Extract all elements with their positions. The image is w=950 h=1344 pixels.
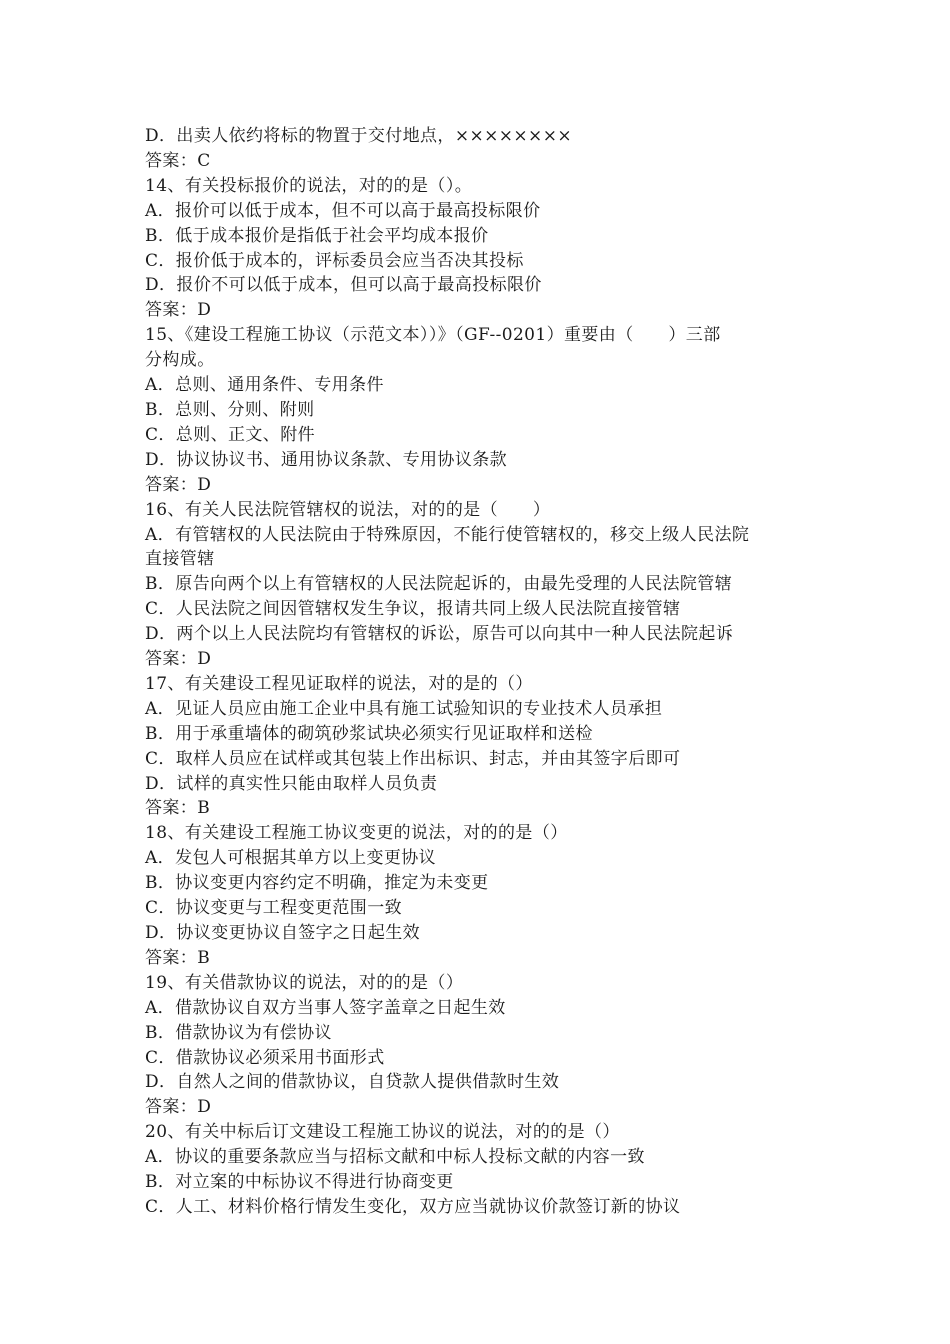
answer-line: 答案：D bbox=[145, 300, 212, 321]
question-19: 19、有关借款协议的说法，对的的是（） bbox=[145, 972, 464, 993]
option-d-line: D．试样的真实性只能由取样人员负责 bbox=[145, 773, 438, 794]
option-b-line: B．对立案的中标协议不得进行协商变更 bbox=[145, 1172, 454, 1193]
question-16: 16、有关人民法院管辖权的说法，对的的是（ ） bbox=[145, 499, 551, 520]
answer-line: 答案：D bbox=[145, 1097, 212, 1118]
option-a-line: A．见证人员应由施工企业中具有施工试验知识的专业技术人员承担 bbox=[145, 698, 663, 719]
option-b-line: B．总则、分则、附则 bbox=[145, 399, 315, 420]
option-c-line: C．取样人员应在试样或其包装上作出标识、封志，并由其签字后即可 bbox=[145, 748, 681, 769]
question-17: 17、有关建设工程见证取样的说法，对的是的（） bbox=[145, 673, 533, 694]
option-c-line: C．报价低于成本的，评标委员会应当否决其投标 bbox=[145, 250, 524, 271]
option-b-line: B．用于承重墙体的砌筑砂浆试块必须实行见证取样和送检 bbox=[145, 723, 593, 744]
question-14: 14、有关投标报价的说法，对的的是（）。 bbox=[145, 175, 473, 196]
option-d-line: D．自然人之间的借款协议，自贷款人提供借款时生效 bbox=[145, 1072, 560, 1093]
document-body bbox=[145, 124, 825, 1220]
option-a-line: A．有管辖权的人民法院由于特殊原因，不能行使管辖权的，移交上级人民法院 bbox=[145, 524, 750, 545]
question-15: 15、《建设工程施工协议（示范文本））》（GF--0201）重要由（ ）三部 bbox=[145, 325, 721, 346]
question-20: 20、有关中标后订文建设工程施工协议的说法，对的的是（） bbox=[145, 1122, 620, 1143]
option-a-line: A．协议的重要条款应当与招标文献和中标人投标文献的内容一致 bbox=[145, 1147, 645, 1168]
option-c-line: C．人工、材料价格行情发生变化，双方应当就协议价款签订新的协议 bbox=[145, 1196, 681, 1217]
option-b-line: B．协议变更内容约定不明确，推定为未变更 bbox=[145, 873, 489, 894]
option-a-line: A．发包人可根据其单方以上变更协议 bbox=[145, 848, 437, 869]
answer-line: 答案：B bbox=[145, 947, 211, 968]
answer-line: 答案：D bbox=[145, 649, 212, 670]
option-a-line: A．报价可以低于成本，但不可以高于最高投标限价 bbox=[145, 200, 541, 221]
option-b-line: B．原告向两个以上有管辖权的人民法院起诉的，由最先受理的人民法院管辖 bbox=[145, 574, 733, 595]
option-b-line: B．借款协议为有偿协议 bbox=[145, 1022, 332, 1043]
option-b-line: B．低于成本报价是指低于社会平均成本报价 bbox=[145, 225, 489, 246]
answer-line: 答案：C bbox=[145, 150, 211, 171]
option-a-continued: 直接管辖 bbox=[145, 549, 215, 570]
option-d-line: D．出卖人依约将标的物置于交付地点，×××××××× bbox=[145, 126, 572, 146]
option-c-line: C．总则、正文、附件 bbox=[145, 424, 316, 445]
option-a-line: A．借款协议自双方当事人签字盖章之日起生效 bbox=[145, 997, 506, 1018]
option-c-line: C．人民法院之间因管辖权发生争议，报请共同上级人民法院直接管辖 bbox=[145, 599, 681, 620]
option-d-line: D．两个以上人民法院均有管辖权的诉讼，原告可以向其中一种人民法院起诉 bbox=[145, 624, 734, 645]
question-15-continued: 分构成。 bbox=[145, 350, 215, 371]
answer-line: 答案：B bbox=[145, 798, 211, 819]
option-d-line: D．报价不可以低于成本，但可以高于最高投标限价 bbox=[145, 275, 542, 296]
option-d-line: D．协议协议书、通用协议条款、专用协议条款 bbox=[145, 449, 508, 470]
answer-line: 答案：D bbox=[145, 474, 212, 495]
option-c-line: C．协议变更与工程变更范围一致 bbox=[145, 898, 403, 919]
question-18: 18、有关建设工程施工协议变更的说法，对的的是（） bbox=[145, 823, 568, 844]
option-a-line: A．总则、通用条件、专用条件 bbox=[145, 375, 384, 396]
option-d-line: D．协议变更协议自签字之日起生效 bbox=[145, 923, 421, 943]
option-c-line: C．借款协议必须采用书面形式 bbox=[145, 1047, 385, 1068]
